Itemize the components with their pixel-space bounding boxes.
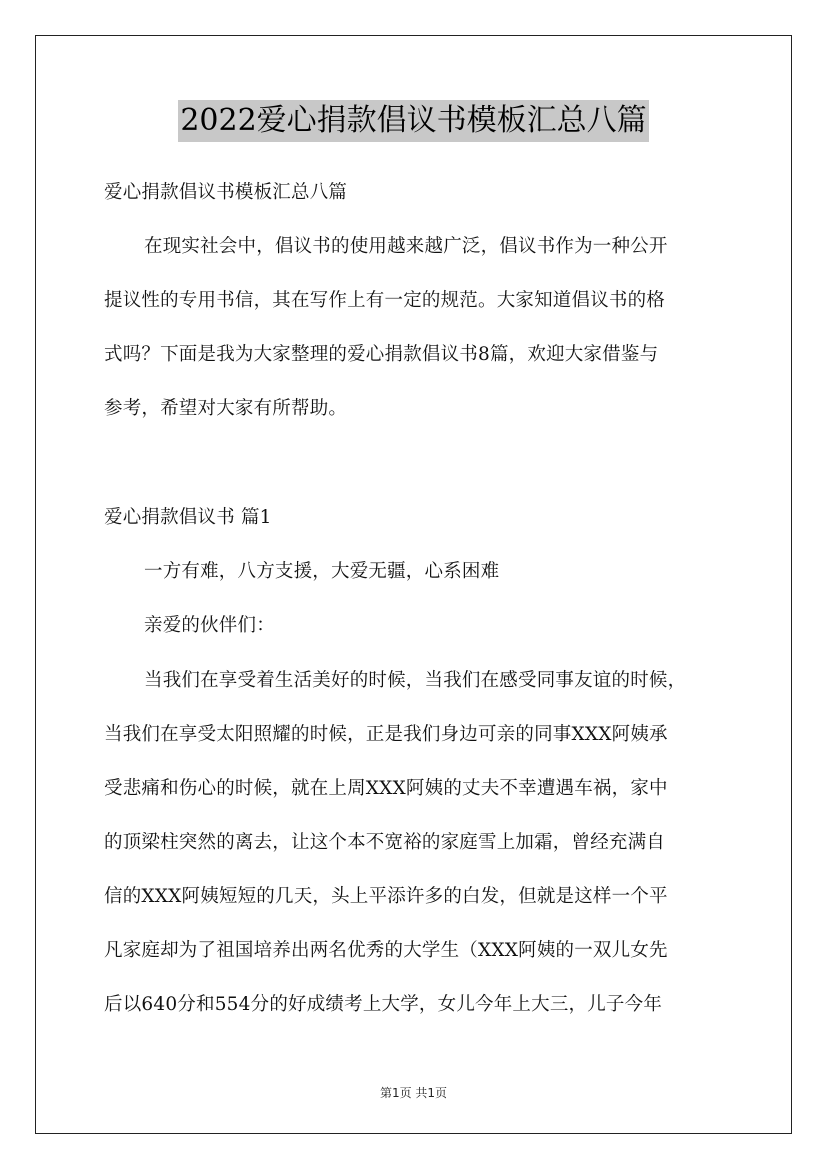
- intro-line: 在现实社会中，倡议书的使用越来越广泛，倡议书作为一种公开: [144, 236, 668, 257]
- body-line: 当我们在享受着生活美好的时候，当我们在感受同事友谊的时候，: [144, 670, 687, 691]
- body-line: 信的XXX阿姨短短的几天，头上平添许多的白发，但就是这样一个平: [104, 886, 668, 907]
- body-line: 凡家庭却为了祖国培养出两名优秀的大学生（XXX阿姨的一双儿女先: [104, 940, 668, 961]
- title-container: [0, 100, 827, 142]
- body-line: 当我们在享受太阳照耀的时候，正是我们身边可亲的同事XXX阿姨承: [104, 724, 668, 745]
- body-line: 的顶梁柱突然的离去，让这个本不宽裕的家庭雪上加霜，曾经充满自: [104, 832, 666, 853]
- greeting: 亲爱的伙伴们：: [144, 615, 275, 636]
- body-line: 后以640分和554分的好成绩考上大学，女儿今年上大三，儿子今年: [104, 994, 663, 1015]
- body-line: 受悲痛和伤心的时候，就在上周XXX阿姨的丈夫不幸遭遇车祸，家中: [104, 778, 668, 799]
- section-heading: 爱心捐款倡议书 篇1: [104, 507, 272, 528]
- intro-line: 参考，希望对大家有所帮助。: [104, 398, 348, 419]
- page-footer: 第1页 共1页: [379, 1086, 448, 1100]
- document-title: 2022爱心捐款倡议书模板汇总八篇: [178, 100, 648, 142]
- document-subtitle: 爱心捐款倡议书模板汇总八篇: [104, 182, 348, 203]
- intro-line: 式吗？下面是我为大家整理的爱心捐款倡议书8篇，欢迎大家借鉴与: [104, 344, 659, 365]
- intro-line: 提议性的专用书信，其在写作上有一定的规范。大家知道倡议书的格: [104, 290, 666, 311]
- slogan: 一方有难，八方支援，大爱无疆，心系困难: [144, 561, 500, 582]
